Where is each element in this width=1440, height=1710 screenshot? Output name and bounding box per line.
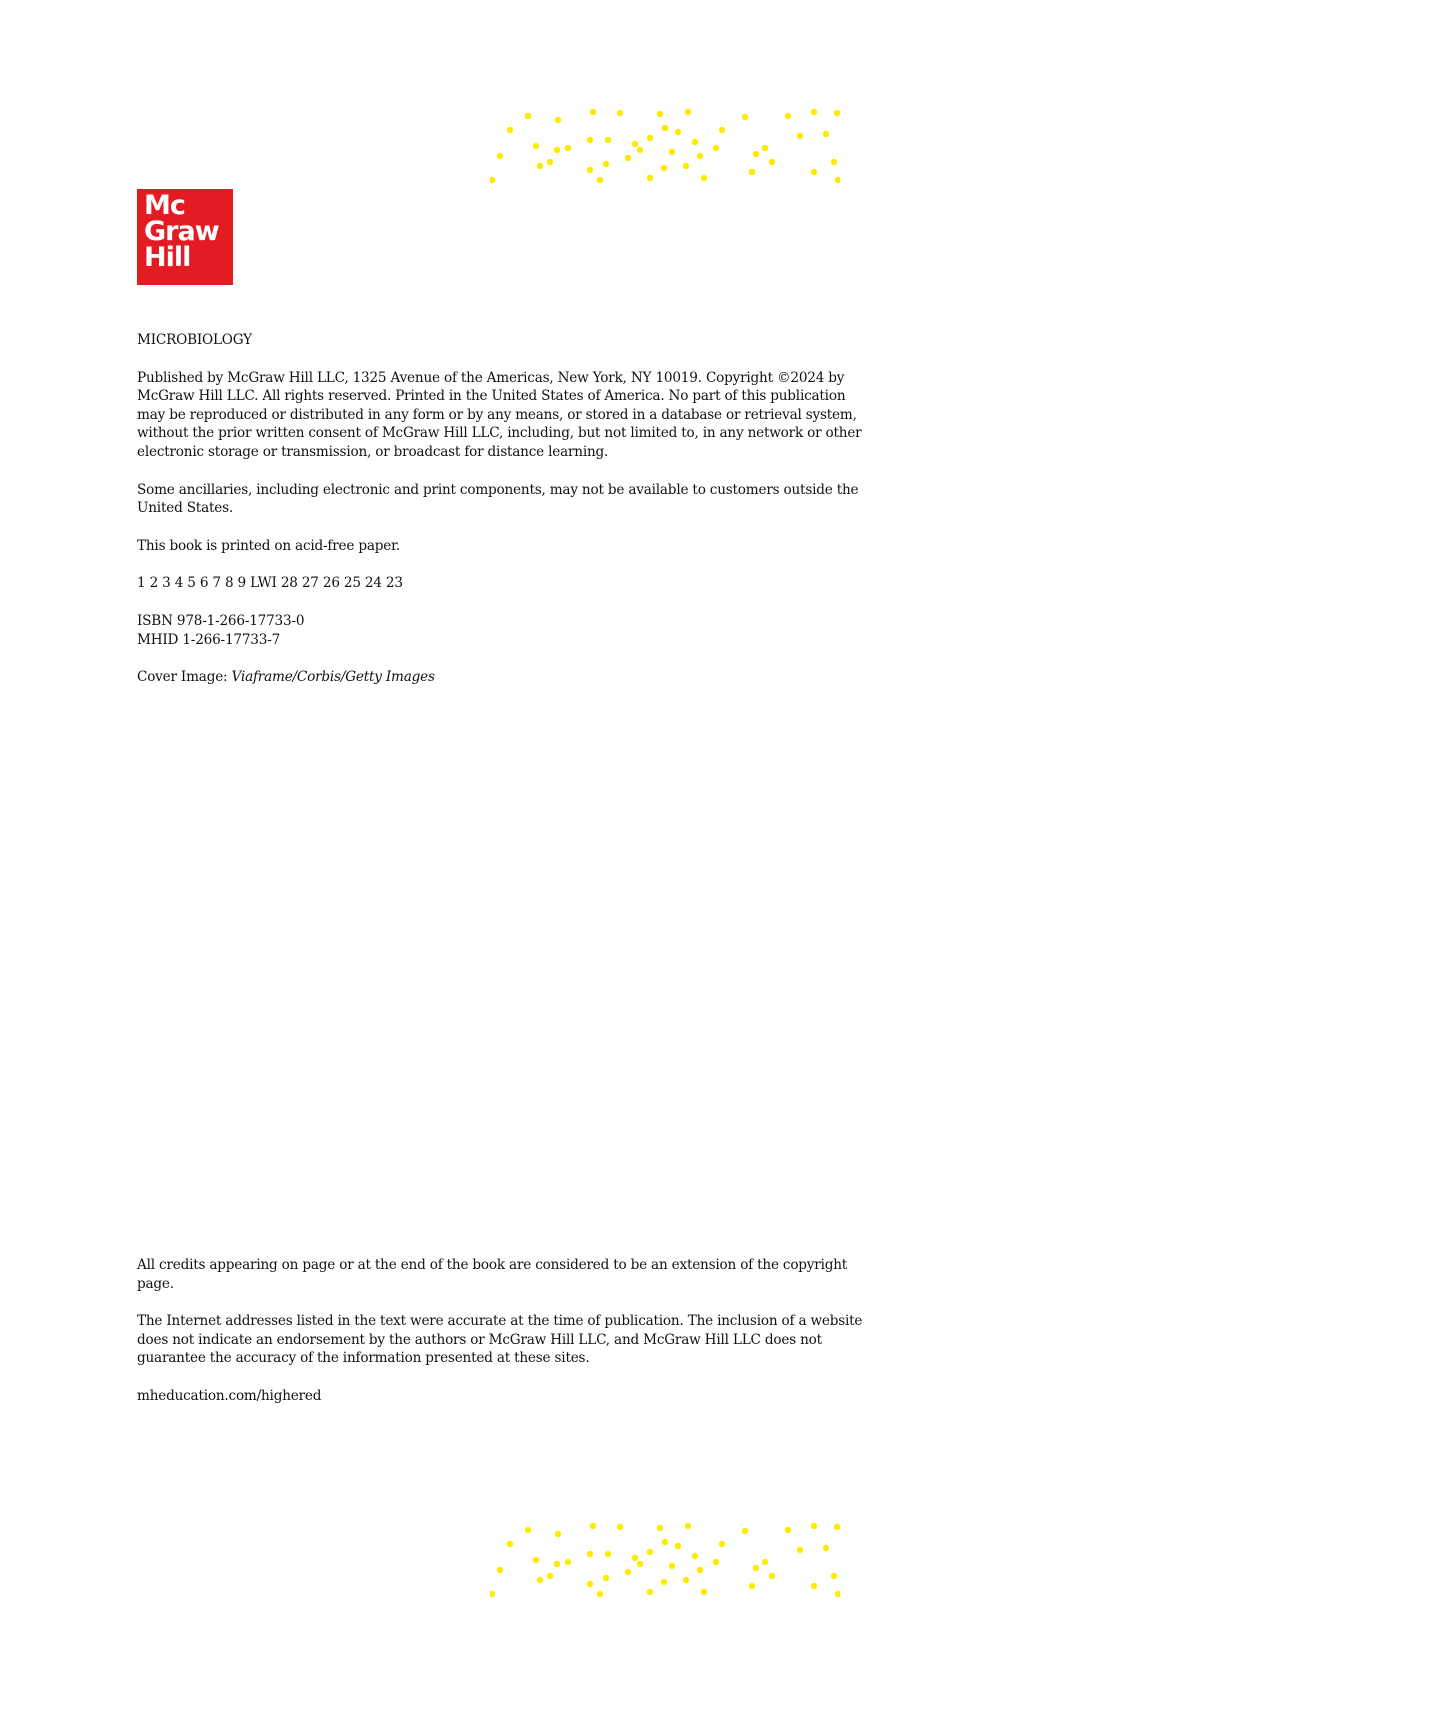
decorative-dot — [497, 1567, 503, 1573]
decorative-dot — [713, 145, 719, 151]
decorative-dot — [547, 159, 553, 165]
decorative-dot — [497, 153, 503, 159]
credits-block — [137, 1256, 877, 1425]
decorative-dot — [669, 1563, 675, 1569]
decorative-dot — [525, 113, 531, 119]
decorative-dot — [797, 1547, 803, 1553]
decorative-dot — [662, 1539, 668, 1545]
decorative-dot — [831, 1573, 837, 1579]
decorative-dot — [533, 1557, 539, 1563]
decorative-dot — [697, 1567, 703, 1573]
publisher-paragraph: Published by McGraw Hill LLC, 1325 Avenue of the Americas, New York, NY 10019. Copyright ©2024 by McGraw Hill LLC. All rights reserved. Printed in the United States of America. No part of this publication may be reproduced or distributed in any form or by any means, or stored in a database or retrieval system, without the prior written consent of McGraw Hill LLC, including, but not limited to, in any network or other electronic storage or transmission, or broadcast for distance learning. — [137, 369, 862, 460]
cover-image-label: Cover Image: — [137, 669, 232, 686]
decorative-dot — [675, 1543, 681, 1549]
decorative-dot — [823, 131, 829, 137]
decorative-dot — [647, 135, 653, 141]
decorative-dot — [749, 169, 755, 175]
decorative-dot — [811, 109, 817, 115]
decorative-dot — [617, 110, 623, 116]
decorative-dot — [719, 1541, 725, 1547]
decorative-dot — [637, 1561, 643, 1567]
decorative-dot — [785, 113, 791, 119]
ancillaries-paragraph: Some ancillaries, including electronic and print components, may not be available to customers outside the United States. — [137, 481, 859, 517]
decorative-dot — [597, 177, 603, 183]
decorative-dot — [811, 1583, 817, 1589]
decorative-dot — [713, 1559, 719, 1565]
decorative-dot — [637, 147, 643, 153]
decorative-dot — [701, 1589, 707, 1595]
decorative-dot — [525, 1527, 531, 1533]
decorative-dot — [835, 1591, 840, 1597]
decorative-dot — [625, 1569, 631, 1575]
decorative-dot — [554, 147, 560, 153]
decorative-dot — [661, 165, 667, 171]
decorative-dot-pattern-top — [490, 108, 840, 184]
decorative-dot — [657, 111, 663, 117]
decorative-dot — [490, 177, 495, 183]
decorative-dot — [769, 159, 775, 165]
decorative-dot — [762, 1559, 768, 1565]
decorative-dot — [701, 175, 707, 181]
decorative-dot — [587, 1551, 593, 1557]
decorative-dot — [661, 1579, 667, 1585]
decorative-dot — [785, 1527, 791, 1533]
decorative-dot — [683, 163, 689, 169]
decorative-dot — [742, 1528, 748, 1534]
acid-free-paper-note: This book is printed on acid-free paper. — [137, 537, 401, 554]
decorative-dot — [753, 151, 759, 157]
decorative-dot — [769, 1573, 775, 1579]
decorative-dot — [597, 1591, 603, 1597]
decorative-dot — [675, 129, 681, 135]
decorative-dot — [537, 1577, 543, 1583]
decorative-dot — [811, 1523, 817, 1529]
decorative-dot — [692, 1553, 698, 1559]
decorative-dot — [749, 1583, 755, 1589]
decorative-dot — [625, 155, 631, 161]
decorative-dot — [617, 1524, 623, 1530]
decorative-dot — [697, 153, 703, 159]
decorative-dot — [834, 110, 840, 116]
logo-line-graw: Graw — [144, 216, 219, 247]
decorative-dot — [555, 1531, 561, 1537]
decorative-dot — [753, 1565, 759, 1571]
mcgraw-hill-logo — [137, 189, 233, 285]
decorative-dot — [657, 1525, 663, 1531]
decorative-dot — [565, 1559, 571, 1565]
decorative-dot — [490, 1591, 495, 1597]
decorative-dot — [605, 137, 611, 143]
decorative-dot — [533, 143, 539, 149]
decorative-dot — [647, 1589, 653, 1595]
decorative-dot — [590, 1523, 596, 1529]
decorative-dot — [537, 163, 543, 169]
decorative-dot-pattern-bottom — [490, 1522, 840, 1598]
decorative-dot — [669, 149, 675, 155]
logo-line-hill: Hill — [144, 242, 191, 273]
decorative-dot — [683, 1577, 689, 1583]
logo-line-mc: Mc — [144, 190, 185, 221]
website-url: mheducation.com/highered — [137, 1387, 322, 1404]
decorative-dot — [587, 167, 593, 173]
decorative-dot — [662, 125, 668, 131]
decorative-dot — [762, 145, 768, 151]
decorative-dot — [605, 1551, 611, 1557]
decorative-dot — [797, 133, 803, 139]
decorative-dot — [692, 139, 698, 145]
copyright-block — [137, 331, 877, 706]
mhid: MHID 1-266-17733-7 — [137, 631, 281, 648]
cover-image-credit — [137, 668, 877, 687]
decorative-dot — [587, 137, 593, 143]
decorative-dot — [834, 1524, 840, 1530]
decorative-dot — [547, 1573, 553, 1579]
decorative-dot — [603, 1575, 609, 1581]
decorative-dot — [507, 1541, 513, 1547]
cover-image-source: Viaframe/Corbis/Getty Images — [231, 669, 435, 686]
decorative-dot — [647, 175, 653, 181]
decorative-dot — [555, 117, 561, 123]
book-title: MICROBIOLOGY — [137, 332, 252, 348]
decorative-dot — [507, 127, 513, 133]
decorative-dot — [587, 1581, 593, 1587]
decorative-dot — [835, 177, 840, 183]
internet-disclaimer: The Internet addresses listed in the text were accurate at the time of publication. The inclusion of a website does not indicate an endorsement by the authors or McGraw Hill LLC, and McGraw Hill LLC does not guarantee the accuracy of the information presented at these sites. — [137, 1313, 863, 1367]
decorative-dot — [632, 141, 638, 147]
decorative-dot — [685, 109, 691, 115]
decorative-dot — [647, 1549, 653, 1555]
isbn-block — [137, 612, 877, 649]
decorative-dot — [603, 161, 609, 167]
print-line: 1 2 3 4 5 6 7 8 9 LWI 28 27 26 25 24 23 — [137, 575, 403, 592]
decorative-dot — [554, 1561, 560, 1567]
decorative-dot — [590, 109, 596, 115]
decorative-dot — [823, 1545, 829, 1551]
decorative-dot — [685, 1523, 691, 1529]
decorative-dot — [565, 145, 571, 151]
decorative-dot — [831, 159, 837, 165]
isbn: ISBN 978-1-266-17733-0 — [137, 612, 305, 629]
decorative-dot — [719, 127, 725, 133]
decorative-dot — [742, 114, 748, 120]
decorative-dot — [632, 1555, 638, 1561]
decorative-dot — [811, 169, 817, 175]
credits-paragraph: All credits appearing on page or at the end of the book are considered to be an extension of the copyright page. — [137, 1257, 848, 1292]
